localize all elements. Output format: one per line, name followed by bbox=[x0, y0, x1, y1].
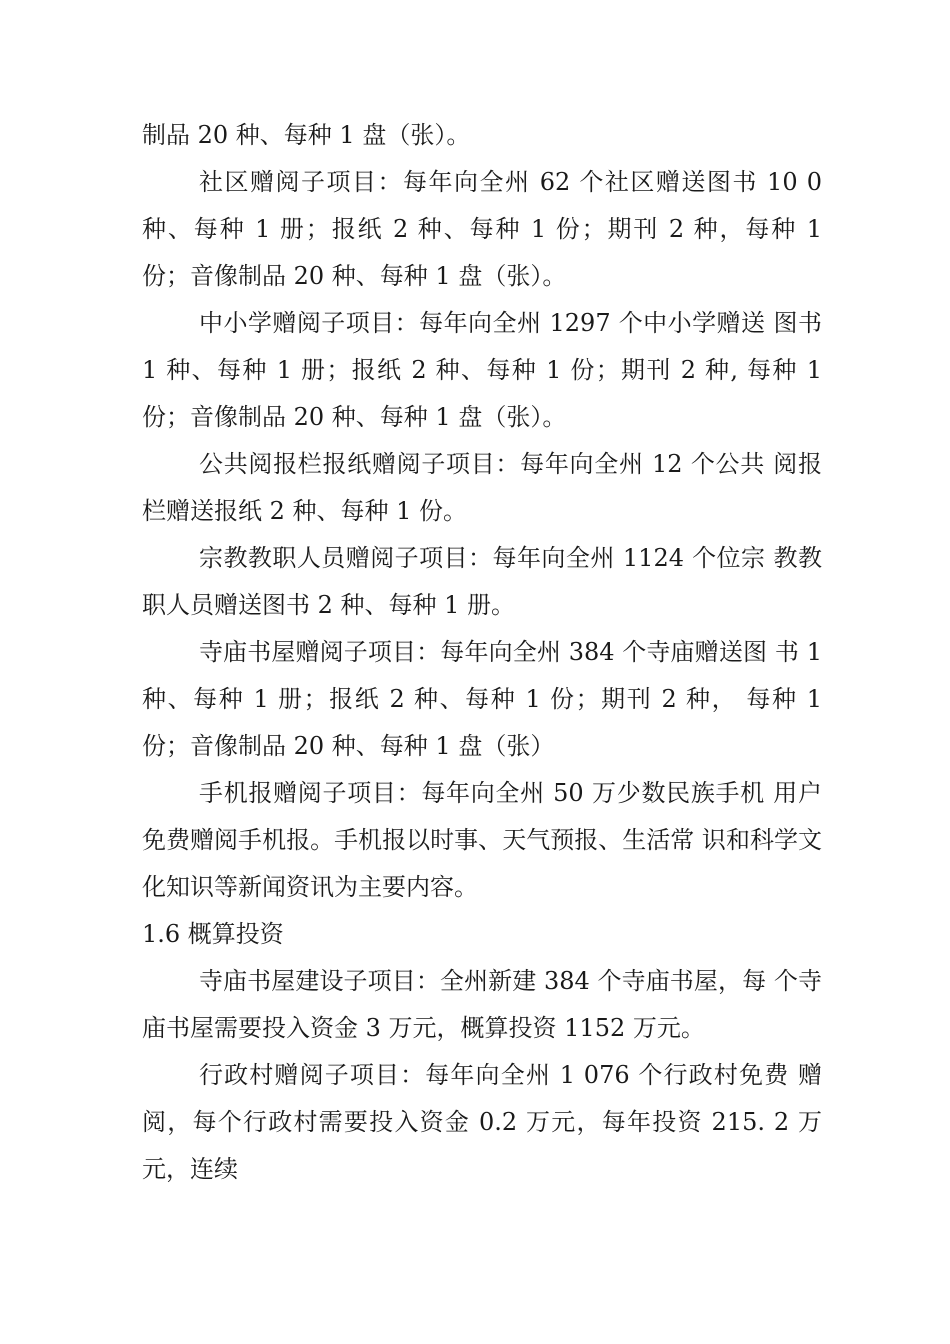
paragraph-school-reading: 中小学赠阅子项目：每年向全州 1297 个中小学赠送 图书 1 种、每种 1 册；报纸 2 种、每种 1 份；期刊 2 种, 每种 1 份；音像制品 20 种、每种 1 盘（张）。 bbox=[142, 309, 822, 431]
section-heading-budget: 1.6 概算投资 bbox=[142, 920, 284, 948]
paragraph-public-newspaper-board: 公共阅报栏报纸赠阅子项目：每年向全州 12 个公共 阅报栏赠送报纸 2 种、每种 1 份。 bbox=[142, 450, 822, 525]
paragraph-village-reading-budget: 行政村赠阅子项目：每年向全州 1 076 个行政村免费 赠阅，每个行政村需要投入资金 0.2 万元，每年投资 215. 2 万元，连续 bbox=[142, 1061, 822, 1183]
paragraph-community-reading: 社区赠阅子项目：每年向全州 62 个社区赠送图书 10 0 种、每种 1 册；报纸 2 种、每种 1 份；期刊 2 种，每种 1 份；音像制品 20 种、每种 1 盘（张）。 bbox=[142, 168, 822, 290]
paragraph-continuation: 制品 20 种、每种 1 盘（张）。 bbox=[142, 121, 471, 149]
paragraph-mobile-newspaper: 手机报赠阅子项目：每年向全州 50 万少数民族手机 用户免费赠阅手机报。手机报以时事、天气预报、生活常 识和科学文化知识等新闻资讯为主要内容。 bbox=[142, 779, 822, 901]
paragraph-religious-staff-reading: 宗教教职人员赠阅子项目：每年向全州 1124 个位宗 教教职人员赠送图书 2 种、每种 1 册。 bbox=[142, 544, 822, 619]
paragraph-temple-library-construction: 寺庙书屋建设子项目：全州新建 384 个寺庙书屋，每 个寺庙书屋需要投入资金 3 万元，概算投资 1152 万元。 bbox=[142, 967, 822, 1042]
paragraph-temple-library-reading: 寺庙书屋赠阅子项目：每年向全州 384 个寺庙赠送图 书 1 种、每种 1 册；报纸 2 种、每种 1 份；期刊 2 种， 每种 1 份；音像制品 20 种、每种 1 盘（张） bbox=[142, 638, 822, 760]
document-body bbox=[142, 112, 822, 1193]
